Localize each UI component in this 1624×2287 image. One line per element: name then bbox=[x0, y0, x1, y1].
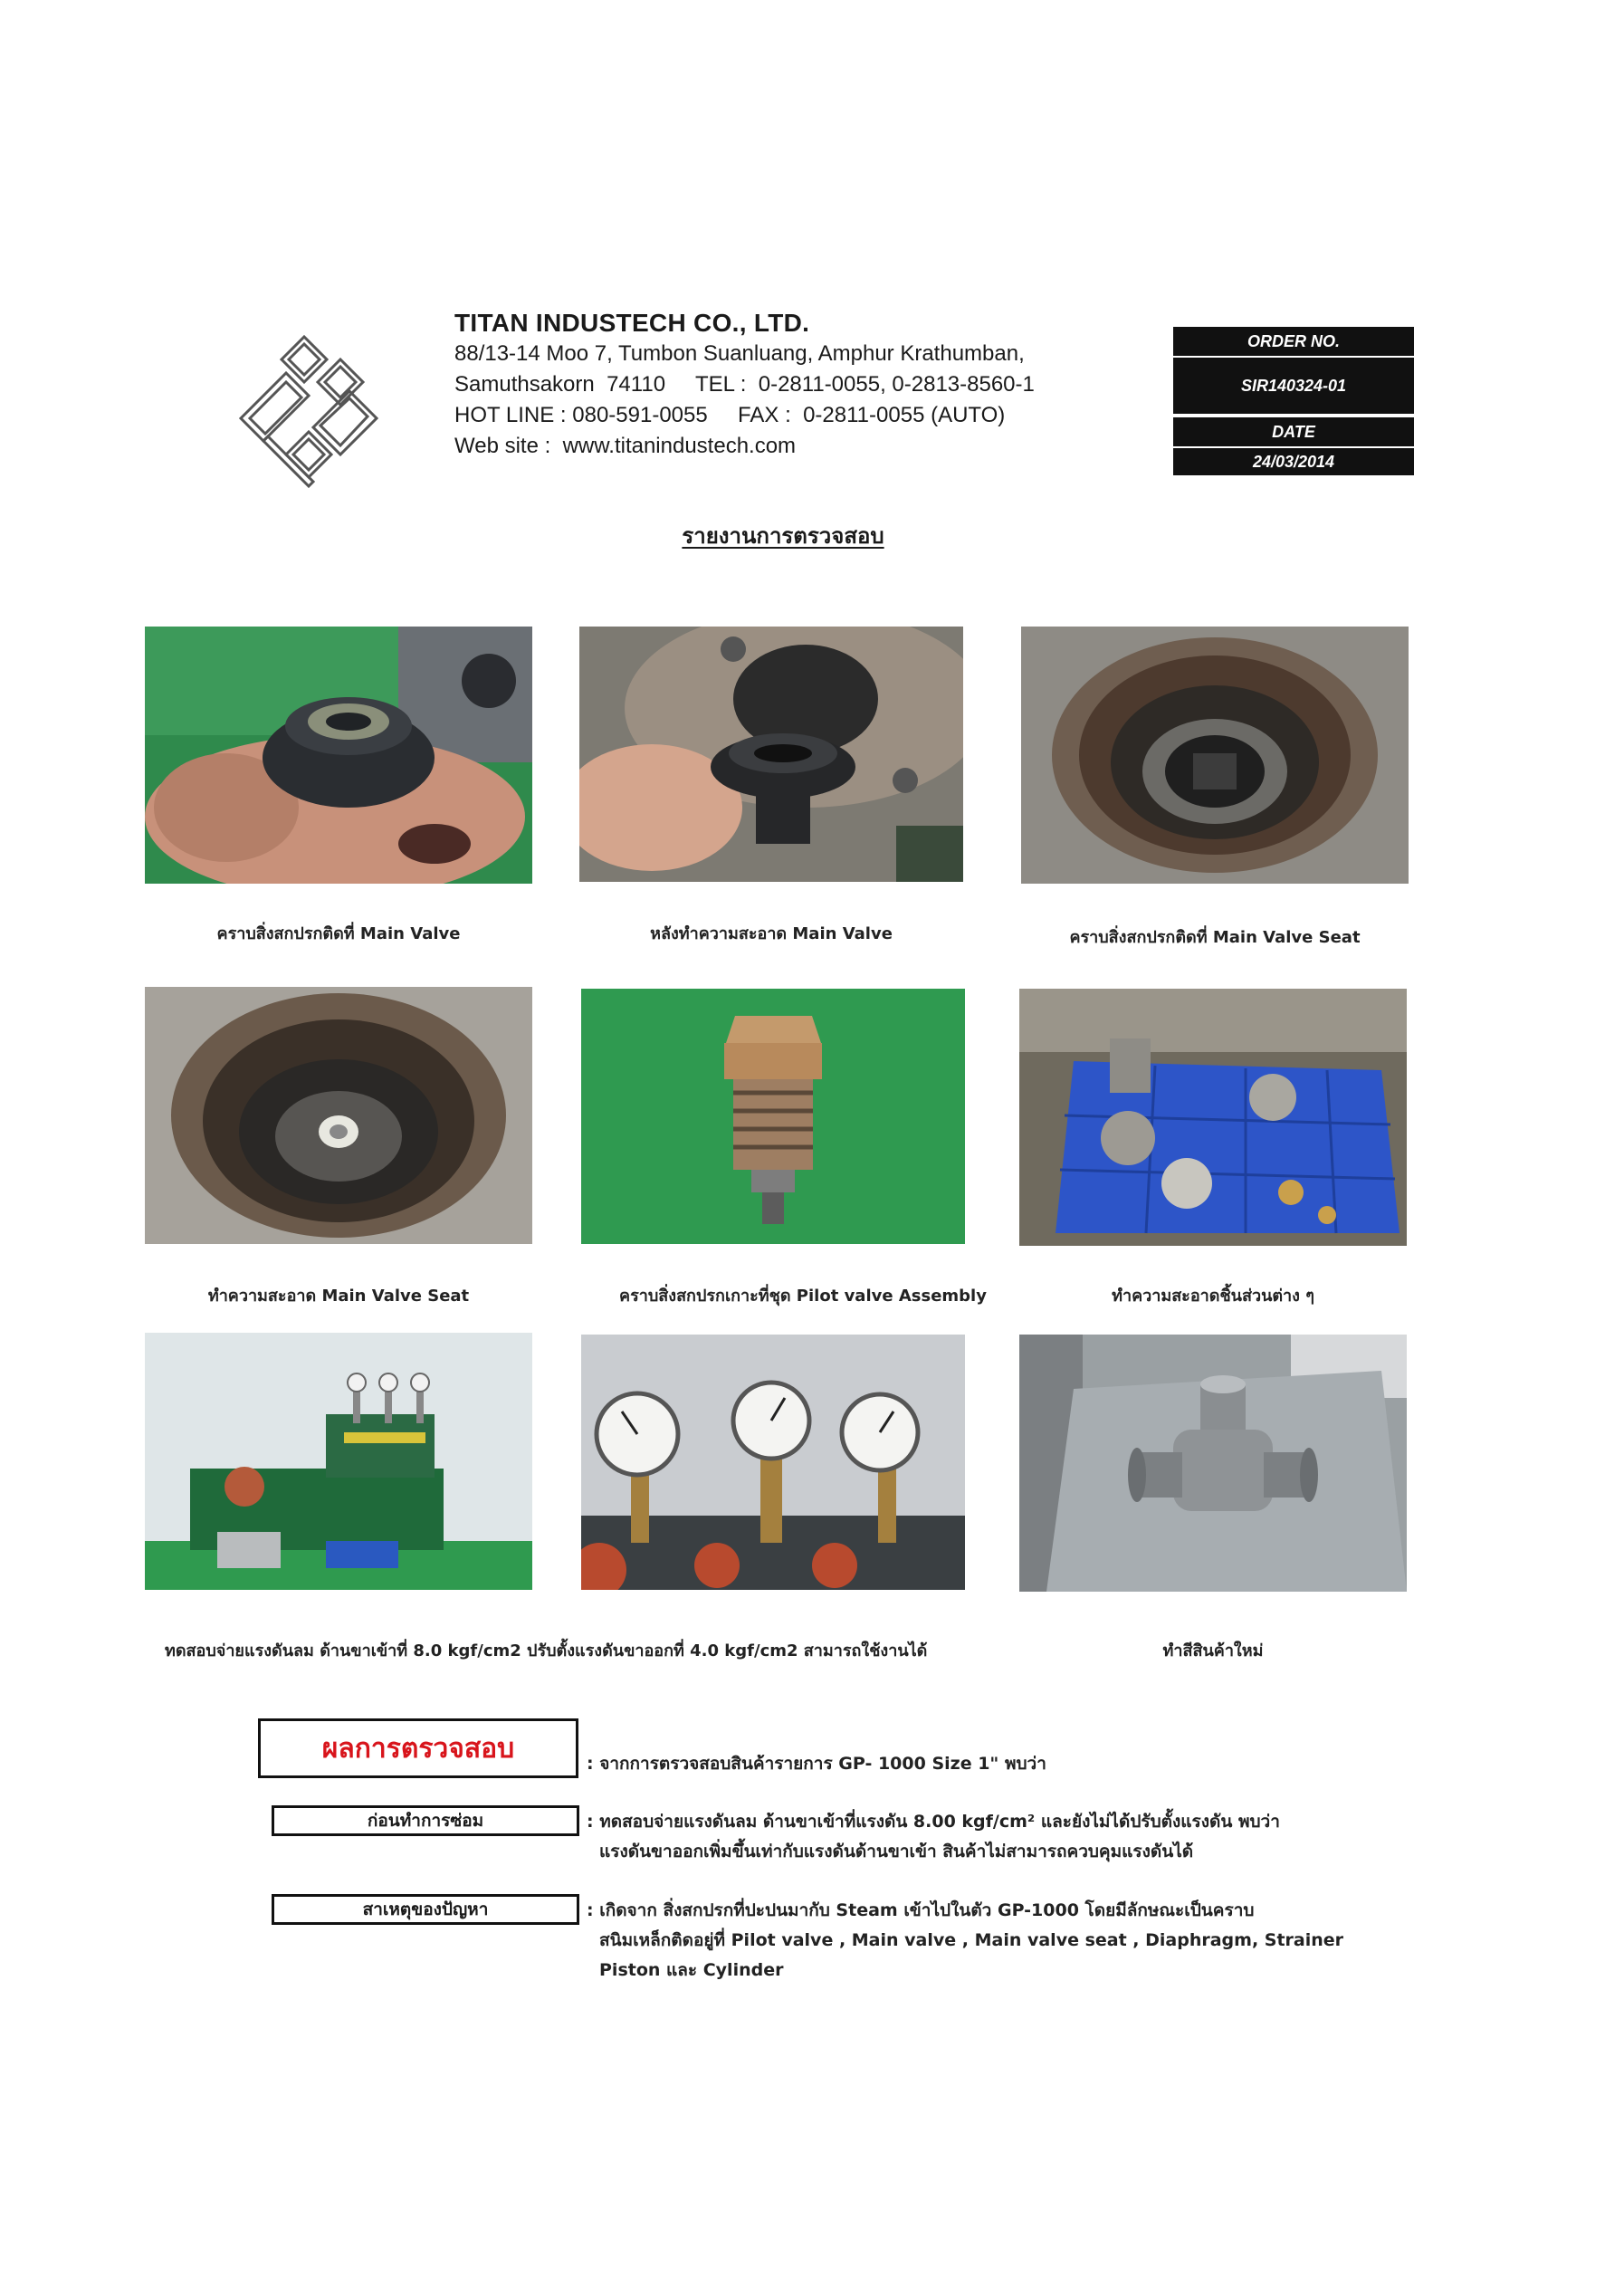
company-hotline: HOT LINE : 080-591-0055 FAX : 0-2811-0055 (AUTO) bbox=[454, 403, 1006, 427]
company-info bbox=[454, 308, 1142, 462]
result-title: ผลการตรวจสอบ bbox=[258, 1718, 578, 1778]
company-address-1: 88/13-14 Moo 7, Tumbon Suanluang, Amphur Krathumban, bbox=[454, 341, 1025, 366]
company-logo bbox=[232, 319, 386, 500]
main-valve-seat-dirty-photo bbox=[1021, 627, 1409, 884]
pilot-valve-photo bbox=[581, 989, 965, 1244]
result-summary: : จากการตรวจสอบสินค้ารายการ GP- 1000 Size 1" พบว่า bbox=[587, 1754, 1046, 1774]
test-bench-photo bbox=[145, 1333, 532, 1590]
report-title: รายงานการตรวจสอบ bbox=[682, 523, 884, 549]
painted-valve-photo bbox=[1019, 1335, 1407, 1592]
problem-cause-line-2: สนิมเหล็กติดอยู่ที่ Pilot valve , Main valve , Main valve seat , Diaphragm, Strainer bbox=[599, 1930, 1344, 1950]
photo-caption-4: ทำความสะอาด Main Valve Seat bbox=[207, 1287, 470, 1306]
photo-caption-1: คราบสิ่งสกปรกติดที่ Main Valve bbox=[216, 924, 461, 943]
problem-cause-label: สาเหตุของปัญหา bbox=[272, 1894, 579, 1925]
company-website: Web site : www.titanindustech.com bbox=[454, 434, 797, 458]
company-name: TITAN INDUSTECH CO., LTD. bbox=[454, 309, 810, 337]
company-address-2: Samuthsakorn 74110 TEL : 0-2811-0055, 0-2813-8560-1 bbox=[454, 372, 1035, 397]
order-no-value: SIR140324-01 bbox=[1173, 358, 1414, 414]
main-valve-clean-photo bbox=[579, 627, 963, 882]
photo-caption-5: คราบสิ่งสกปรกเกาะที่ชุด Pilot valve Assembly bbox=[619, 1287, 987, 1306]
photo-caption-2: หลังทำความสะอาด Main Valve bbox=[650, 924, 893, 943]
before-repair-line-1: : ทดสอบจ่ายแรงดันลม ด้านขาเข้าที่แรงดัน 8.00 kgf/cm² และยังไม่ได้ปรับตั้งแรงดัน พบว่า bbox=[587, 1812, 1280, 1832]
main-valve-seat-clean-photo bbox=[145, 987, 532, 1244]
date-label: DATE bbox=[1173, 417, 1414, 446]
order-no-label: ORDER NO. bbox=[1173, 327, 1414, 356]
photo-caption-3: คราบสิ่งสกปรกติดที่ Main Valve Seat bbox=[1069, 928, 1361, 947]
before-repair-label: ก่อนทำการซ่อม bbox=[272, 1805, 579, 1836]
photo-caption-6: ทำความสะอาดชิ้นส่วนต่าง ๆ bbox=[1112, 1287, 1314, 1306]
date-value: 24/03/2014 bbox=[1173, 448, 1414, 475]
test-caption: ทดสอบจ่ายแรงดันลม ด้านขาเข้าที่ 8.0 kgf/cm2 ปรับตั้งแรงดันขาออกที่ 4.0 kgf/cm2 สามารถใช้งานได้ bbox=[165, 1641, 928, 1660]
parts-tray-photo bbox=[1019, 989, 1407, 1246]
before-repair-line-2: แรงดันขาออกเพิ่มขึ้นเท่ากับแรงดันด้านขาเข้า สินค้าไม่สามารถควบคุมแรงดันได้ bbox=[599, 1842, 1194, 1861]
problem-cause-line-1: : เกิดจาก สิ่งสกปรกที่ปะปนมากับ Steam เข้าไปในตัว GP-1000 โดยมีลักษณะเป็นคราบ bbox=[587, 1900, 1255, 1920]
main-valve-dirty-photo bbox=[145, 627, 532, 884]
problem-cause-line-3: Piston และ Cylinder bbox=[599, 1960, 784, 1980]
photo-caption-9: ทำสีสินค้าใหม่ bbox=[1162, 1641, 1264, 1660]
pressure-gauges-photo bbox=[581, 1335, 965, 1590]
